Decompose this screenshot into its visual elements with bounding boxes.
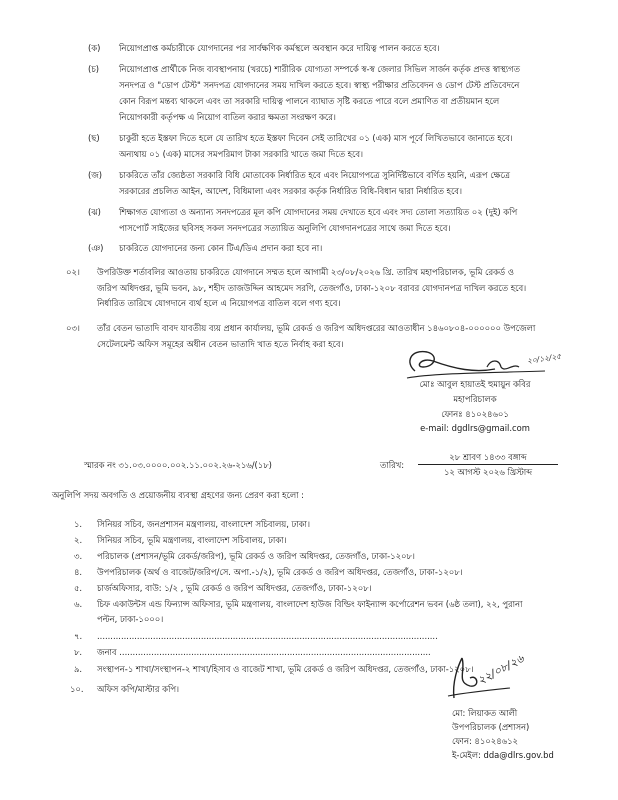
list-item: সংস্থাপন-১ শাখা/সংস্থাপন-২ শাখা/হিসাব ও বাজেট শাখা, ভূমি রেকর্ড ও জরিপ অধিদপ্তর, তেজগাঁও, ঢাকা-১২০৮। <box>97 664 474 674</box>
list-item: সিনিয়র সচিব, ভূমি মন্ত্রণালয়, বাংলাদেশ সচিবালয়, ঢাকা। <box>97 535 287 545</box>
list-item-number: ৭. <box>74 631 83 641</box>
paragraph-number: ০২। <box>66 267 80 277</box>
list-item: চার্জঅফিসার, বাউ: ১/২ , ভূমি রেকর্ড ও জরিপ অধিদপ্তর, তেজগাঁও, ঢাকা-১২০৮। <box>97 583 372 593</box>
list-item-number: ২. <box>74 535 83 545</box>
list-item-number: ১. <box>74 519 83 529</box>
date-divider <box>418 464 558 465</box>
paragraph-text: উপরিউক্ত শর্তাবলির আওতায় চাকরিতে যোগদানে সম্মত হলে আগামী ২৩/০৮/২০২৬ খ্রি. তারিখ মহাপরিচালক, ভূমি রেকর্ড ও <box>97 267 514 277</box>
list-item: অফিস কপি/মাস্টার কপি। <box>97 684 180 694</box>
list-item-number: ৪. <box>74 567 83 577</box>
list-item: পল্টন, ঢাকা-১০০০। <box>97 614 164 624</box>
signatory-email: ই-মেইল: dda@dlrs.gov.bd <box>452 750 554 760</box>
clause-text: নিয়োগপ্রাপ্ত প্রার্থীকে নিজ ব্যবস্থাপনায় (খরচে) শারীরিক যোগ্যতা সম্পর্কে স্ব-স্ব জেলার সিভিল সার্জন কর্তৃক প্রদত্ত স্বাস্থ্যগত <box>119 64 520 74</box>
list-item-number: ৮. <box>74 647 83 657</box>
clause-text: সরকারের প্রচলিত আইন, আদেশ, বিধিমালা এবং সরকার কর্তৃক নির্ধারিত বিধি-বিধান দ্বারা নির্ধারিত হবে। <box>119 186 462 196</box>
clause-label: (ছ) <box>88 133 100 143</box>
clause-text: কোন বিরূপ মন্তব্য থাকলে এবং তা সরকারি দায়িত্ব পালনে ব্যাঘাত সৃষ্টি করতে পারে বলে প্রমাণিত বা প্রতীয়মান হলে <box>119 96 500 106</box>
signature-date: ২২/০৮/২৬ <box>475 652 527 688</box>
memo-reference: স্মারক নং ৩১.০৩.০০০০.০০২.১১.০০২.২৬-২১৬/(১৮) <box>84 460 272 470</box>
clause-label: (ঝ) <box>88 207 101 217</box>
date-english: ১২ আগস্ট ২০২৬ খ্রিস্টাব্দ <box>443 467 533 477</box>
signature-date: ২০/১২/২৫ <box>526 351 562 366</box>
signatory-designation: উপপরিচালক (প্রশাসন) <box>452 722 530 732</box>
clause-text: চাকরিতে যোগদানের জন্য কোন টিএ/ডিএ প্রদান করা হবে না। <box>119 243 323 253</box>
signatory-designation: মহাপরিচালক <box>453 394 497 404</box>
clause-text: নিয়োগকারী কর্তৃপক্ষ এ নিয়োগ বাতিল করার ক্ষমতা সংরক্ষণ করে। <box>119 112 336 122</box>
paragraph-text: জরিপ অধিদপ্তর, ভূমি ভবন, ৯৮, শহীদ তাজউদ্দিন আহমেদ সরণি, তেজগাঁও, ঢাকা-১২০৮ বরাবর যোগদানপত্র দাখিল করতে হবে। <box>97 283 527 293</box>
paragraph-text: তাঁর বেতন ভাতাদি বাবদ যাবতীয় ব্যয় প্রধান কার্যালয়, ভূমি রেকর্ড ও জরিপ অধিদপ্তরের আওতাধীন ১৪৬০৮০৪-০০০০০০ উপজেলা <box>97 323 536 333</box>
clause-text: চাকরিতে তাঁর জ্যেষ্ঠতা সরকারি বিধি মোতাবেক নির্ধারিত হবে এবং নিয়োগপত্রে সুনির্দিষ্টভাবে বর্ণিত হয়নি, এরূপ ক্ষেত্রে <box>119 170 510 180</box>
signatory-name: মোঃ আবুল হায়াতই হুমায়ুন কবির <box>419 379 531 389</box>
paragraph-text: সেটেলমেন্ট অফিস সমূহের অধীন বেতন ভাতাদি খাত হতে নির্বাহ করা হবে। <box>97 339 344 349</box>
clause-text: পাসপোর্ট সাইজের ছবিসহ সকল সনদপত্রের সত্যায়িত অনুলিপি যোগদানপত্রের সাথে জমা দিতে হবে। <box>119 223 451 233</box>
clause-text: চাকুরী হতে ইস্তফা দিতে হলে যে তারিখ হতে ইস্তফা দিবেন সেই তারিখের ০১ (এক) মাস পূর্বে লিখিতভাবে জানাতে হবে। <box>119 133 513 143</box>
date-bangla: ২৮ শ্রাবণ ১৪৩৩ বঙ্গাব্দ <box>449 452 527 462</box>
list-item-number: ৩. <box>74 551 83 561</box>
list-item: ................................................................................................................................ <box>97 631 438 641</box>
list-item: পরিচালক (প্রশাসন/ভূমি রেকর্ড/জরিপ), ভূমি রেকর্ড ও জরিপ অধিদপ্তর, তেজগাঁও, ঢাকা-১২০৮। <box>97 551 415 561</box>
clause-label: (ঞ) <box>88 243 104 253</box>
clause-label: (ক) <box>88 43 101 53</box>
paragraph-text: নির্ধারিত তারিখে যোগদানে ব্যর্থ হলে এ নিয়োগপত্র বাতিল বলে গণ্য হবে। <box>97 298 341 308</box>
list-item-number: ৯. <box>74 664 83 674</box>
clause-label: (জ) <box>88 170 103 180</box>
list-item: সিনিয়র সচিব, জনপ্রশাসন মন্ত্রণালয়, বাংলাদেশ সচিবালয়, ঢাকা। <box>97 519 310 529</box>
clause-text: শিক্ষাগত যোগ্যতা ও অন্যান্য সনদপত্রের মূল কপি যোগদানের সময় দেখাতে হবে এবং সদ্য তোলা সত্যায়িত ০২ (দুই) কপি <box>119 207 518 217</box>
signatory-phone: ফোনঃ ৪১০২৪৬০১ <box>441 409 509 419</box>
list-item: উপপরিচালক (অর্থ ও বাজেট/জরিপ/সে. অপা.-১/২), ভূমি রেকর্ড ও জরিপ অধিদপ্তর, তেজগাঁও, ঢাকা-১২০৮। <box>97 567 463 577</box>
date-label: তারিখ: <box>380 460 405 470</box>
list-item: চিফ একাউন্টস এন্ড ফিন্যান্স অফিসার, ভূমি মন্ত্রণালয়, বাংলাদেশ হাউজ বিল্ডিং ফাইন্যান্স কর্পোরেশন ভবন (৬ষ্ঠ তলা), ২২, পুরানা <box>97 599 523 609</box>
list-item-number: ৫. <box>74 583 83 593</box>
signatory-phone: ফোন: ৪১০২৪৬১২ <box>452 736 518 746</box>
clause-text: অন্যথায় ০১ (এক) মাসের সমপরিমাণ টাকা সরকারি খাতে জমা দিতে হবে। <box>119 149 364 159</box>
clause-text: নিয়োগপ্রাপ্ত কর্মচারীকে যোগদানের পর সার্বক্ষণিক কর্মস্থলে অবস্থান করে দায়িত্ব পালন করতে হবে। <box>119 43 440 53</box>
copy-intro: অনুলিপি সদয় অবগতি ও প্রয়োজনীয় ব্যবস্থা গ্রহণের জন্য প্রেরণ করা হলো : <box>52 490 304 500</box>
signatory-name: মো: লিয়াকত আলী <box>452 708 518 718</box>
signatory-email: e-mail: dgdlrs@gmail.com <box>420 423 530 433</box>
clause-text: সনদপত্র ও "ডোপ টেস্ট" সনদপত্র যোগদানের সময় দাখিল করতে হবে। স্বাস্থ্য পরীক্ষার প্রতিবেদন ও ডোপ টেস্ট প্রতিবেদনে <box>119 80 520 90</box>
paragraph-number: ০৩। <box>66 323 80 333</box>
list-item-number: ৬. <box>74 599 83 609</box>
list-item-number: ১০. <box>70 684 84 694</box>
list-item: জনাব ..................................................................................................................... <box>97 647 431 657</box>
clause-label: (চ) <box>88 64 100 74</box>
